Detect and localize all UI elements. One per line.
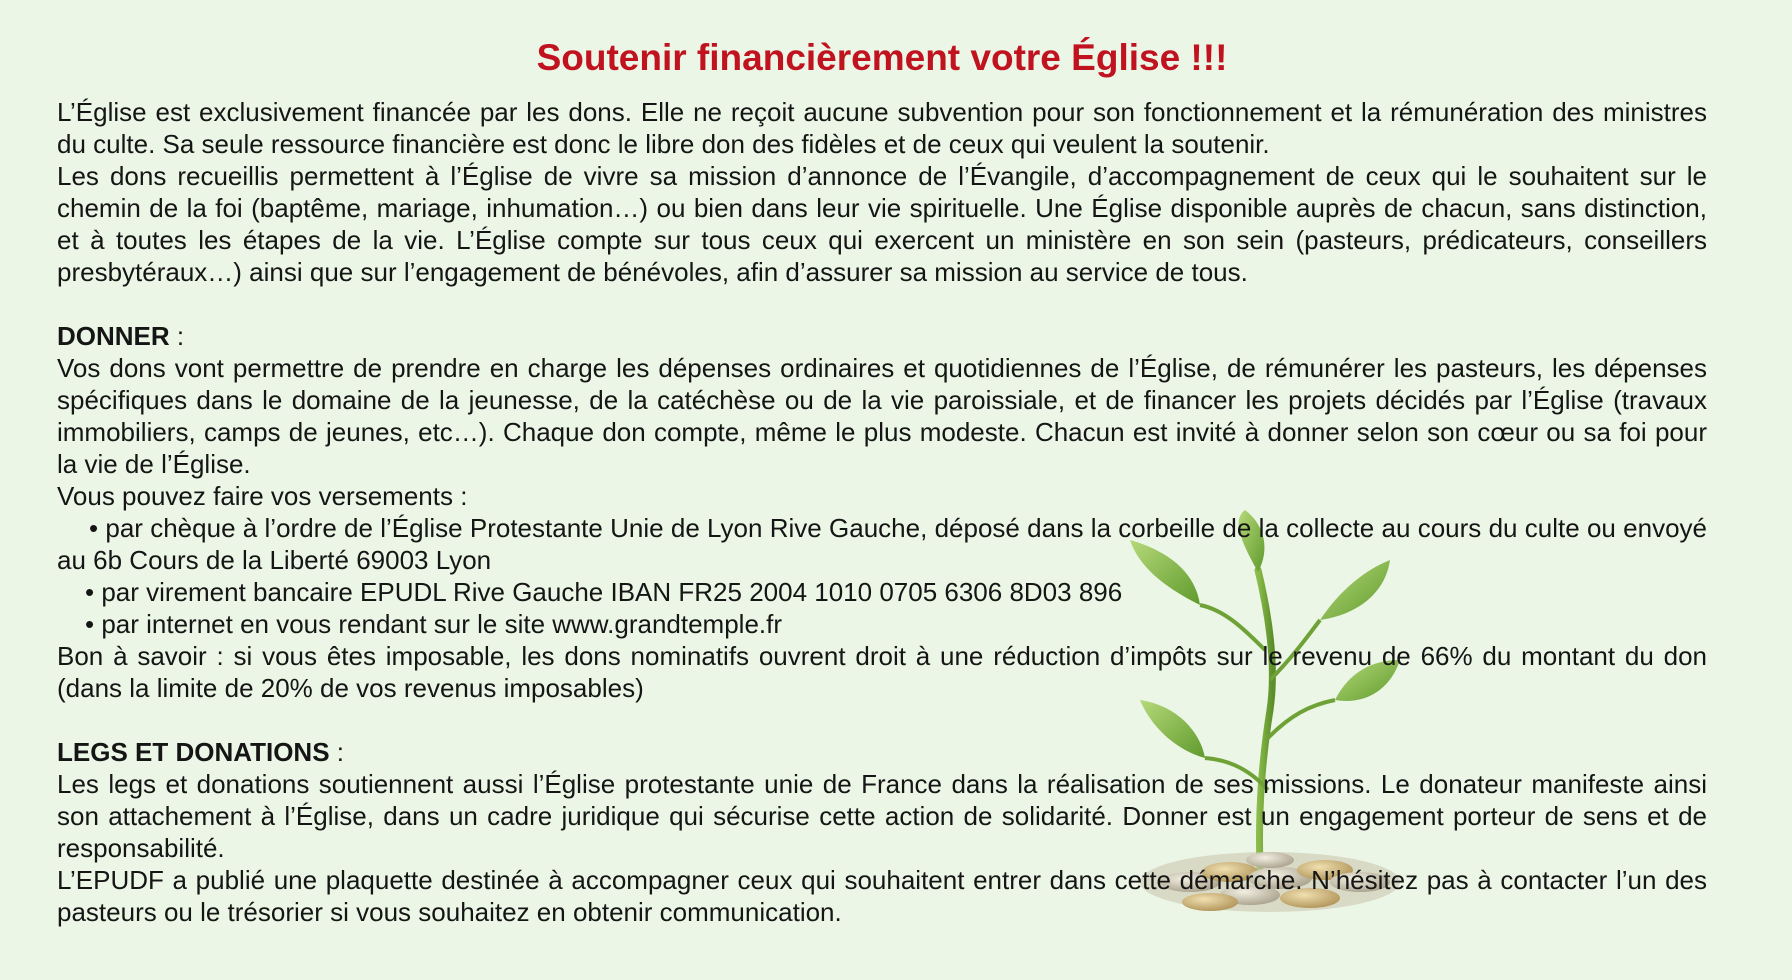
spacer	[57, 704, 1707, 736]
donner-way-cheque: • par chèque à l’ordre de l’Église Protestante Unie de Lyon Rive Gauche, déposé dans la corbeille de la collecte au cours du culte ou envoyé au 6b Cours de la Liberté 69003 Lyon	[57, 513, 1707, 575]
page-title: Soutenir financièrement votre Église !!!	[536, 37, 1228, 78]
donner-way-virement: • par virement bancaire EPUDL Rive Gauche IBAN FR25 2004 1010 0705 6306 8D03 896	[85, 577, 1123, 607]
donner-tax-note: Bon à savoir : si vous êtes imposable, les dons nominatifs ouvrent droit à une réduction d’impôts sur le revenu de 66% du montant du don (dans la limite de 20% de vos revenus imposables)	[57, 641, 1707, 703]
donner-heading-label: DONNER	[57, 321, 170, 351]
legs-paragraph-1: Les legs et donations soutiennent aussi l’Église protestante unie de France dans la réalisation de ses missions. Le donateur manifeste ainsi son attachement à l’Église, dans un cadre juridique qui sécurise cette action de solidarité. Donner est un engagement porteur de sens et de responsabilité.	[57, 769, 1707, 863]
intro-paragraph-1: L’Église est exclusivement financée par les dons. Elle ne reçoit aucune subvention pour son fonctionnement et la rémunération des ministres du culte. Sa seule ressource financière est donc le libre don des fidèles et de ceux qui veulent la soutenir.	[57, 97, 1707, 159]
intro-paragraph-2: Les dons recueillis permettent à l’Église de vivre sa mission d’annonce de l’Évangile, d’accompagnement de ceux qui le souhaitent sur le chemin de la foi (baptême, mariage, inhumation…) ou bien dans leur vie spirituelle. Une Église disponible auprès de chacun, sans distinction, et à toutes les étapes de la vie. L’Église compte sur tous ceux qui exercent un ministère en son sein (pasteurs, prédicateurs, conseillers presbytéraux…) ainsi que sur l’engagement de bénévoles, afin d’assurer sa mission au service de tous.	[57, 161, 1707, 287]
legs-heading-label: LEGS ET DONATIONS	[57, 737, 330, 767]
donner-paragraph: Vos dons vont permettre de prendre en charge les dépenses ordinaires et quotidiennes de l’Église, de rémunérer les pasteurs, les dépenses spécifiques dans le domaine de la jeunesse, de la catéchèse ou de la vie paroissiale, et de financer les projets décidés par l’Église (travaux immobiliers, camps de jeunes, etc…). Chaque don compte, même le plus modeste. Chacun est invité à donner selon son cœur ou sa foi pour la vie de l’Église.	[57, 353, 1707, 479]
article	[57, 28, 1707, 928]
donner-heading-suffix: :	[169, 321, 185, 351]
spacer	[57, 288, 1707, 320]
donner-way-internet: • par internet en vous rendant sur le site www.grandtemple.fr	[85, 609, 783, 639]
donner-heading	[57, 320, 1707, 352]
legs-heading-suffix: :	[329, 737, 344, 767]
legs-heading	[57, 736, 1707, 768]
legs-paragraph-2: L’EPUDF a publié une plaquette destinée à accompagner ceux qui souhaitent entrer dans cette démarche. N’hésitez pas à contacter l’un des pasteurs ou le trésorier si vous souhaitez en obtenir communication.	[57, 865, 1707, 927]
donner-ways-intro: Vous pouvez faire vos versements :	[57, 481, 468, 511]
